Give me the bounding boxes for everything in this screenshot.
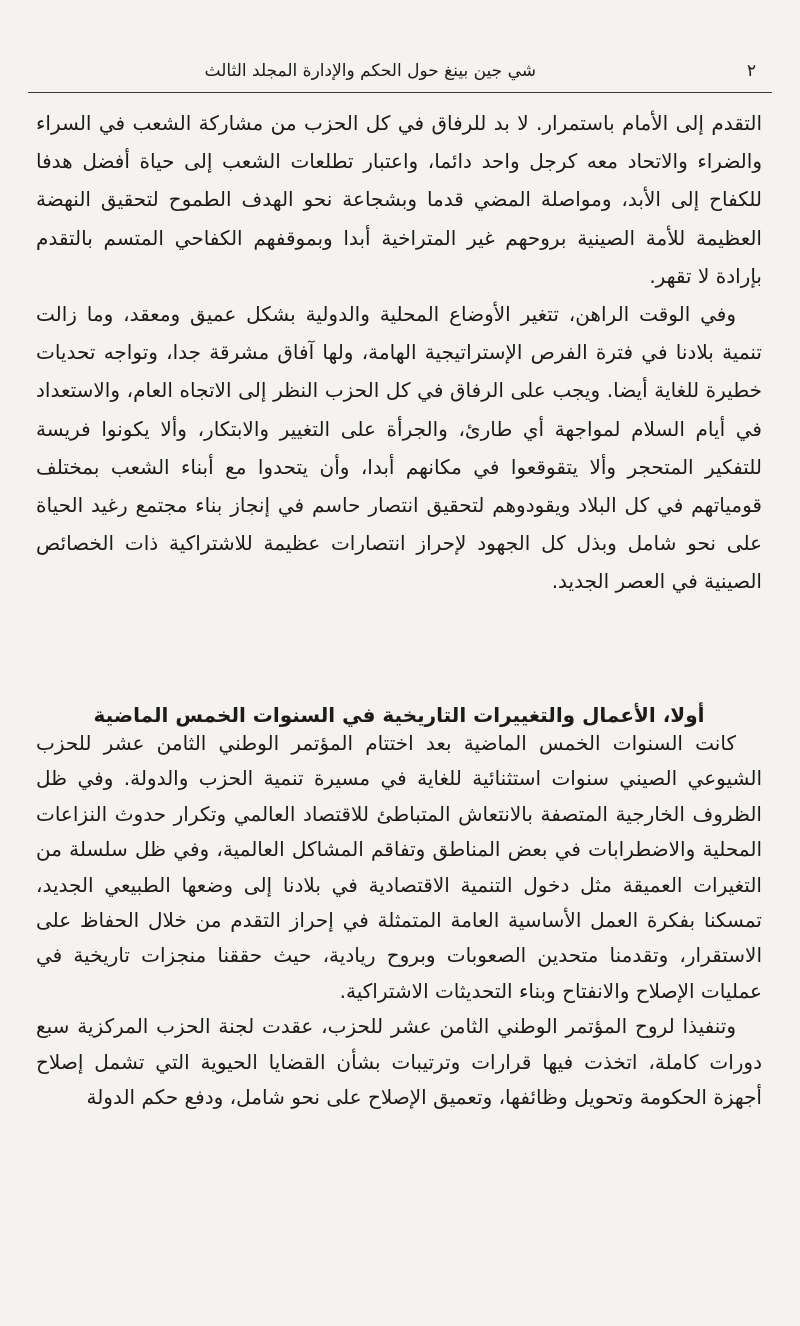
paragraph: كانت السنوات الخمس الماضية بعد اختتام المؤتمر الوطني الثامن عشر للحزب الشيوعي الصيني سنوات استثنائية للغاية في مسيرة تنمية الحزب والدولة. وفي ظل الظروف الخارجية المتصفة بالانتعاش المتباطئ للاقتصاد العالمي وتكرار حدوث النزاعات المحلية والاضطرابات في بعض المناطق وتفاقم المشاكل العالمية، وفي ظل سلسلة من التغيرات العميقة مثل دخول التنمية الاقتصادية في بلادنا إلى وضعها الطبيعي الجديد، تمسكنا بفكرة العمل الأساسية العامة المتمثلة في إحراز التقدم من خلال الحفاظ على الاستقرار، وتقدمنا متحدين الصعوبات وبروح ريادية، حيث حققنا منجزات تاريخية في عمليات الإصلاح والانفتاح وبناء التحديثات الاشتراكية. [36, 731, 762, 1003]
page-number: ٢ [746, 61, 756, 81]
body-text-bottom [36, 726, 762, 1115]
body-text-top [36, 104, 762, 601]
paragraph-continuation: التقدم إلى الأمام باستمرار. لا بد للرفاق في كل الحزب من مشاركة الشعب في السراء والضراء والاتحاد معه كرجل واحد دائما، واعتبار تطلعات الشعب إلى حياة أفضل هدفا للكفاح إلى الأبد، ومواصلة المضي قدما وبشجاعة نحو الهدف الطموح لتحقيق النهضة العظيمة للأمة الصينية بروحهم غير المتراخية أبدا وبموقفهم الكفاحي المتسم بالتقدم بإرادة لا تقهر. [36, 111, 762, 288]
paragraph: وفي الوقت الراهن، تتغير الأوضاع المحلية والدولية بشكل عميق ومعقد، وما زالت تنمية بلادنا في فترة الفرص الإستراتيجية الهامة، ولها آفاق مشرقة جدا، وتواجه تحديات خطيرة للغاية أيضا. ويجب على الرفاق في كل الحزب النظر إلى الاتجاه العام، والاستعداد في أيام السلام لمواجهة أي طارئ، والجرأة على التغيير والابتكار، وألا يكونوا فريسة للتفكير المتحجر وألا يتقوقعوا في مكانهم أبدا، وأن يتحدوا مع أبناء الشعب بمختلف قومياتهم في كل البلاد ويقودوهم لتحقيق انتصار حاسم في إنجاز بناء مجتمع رغيد الحياة على نحو شامل وبذل كل الجهود لإحراز انتصارات عظيمة للاشتراكية ذات الخصائص الصينية في العصر الجديد. [36, 302, 762, 594]
paragraph: وتنفيذا لروح المؤتمر الوطني الثامن عشر للحزب، عقدت لجنة الحزب المركزية سبع دورات كاملة، اتخذت فيها قرارات وترتيبات بشأن القضايا الحيوية التي تشمل إصلاح أجهزة الحكومة وتحويل وظائفها، وتعميق الإصلاح على نحو شامل، ودفع حكم الدولة [36, 1014, 762, 1110]
section-heading: أولا، الأعمال والتغييرات التاريخية في السنوات الخمس الماضية [93, 703, 705, 727]
page-header [28, 58, 772, 84]
header-divider [28, 92, 772, 93]
running-title: شي جين بينغ حول الحكم والإدارة المجلد الثالث [204, 61, 536, 81]
